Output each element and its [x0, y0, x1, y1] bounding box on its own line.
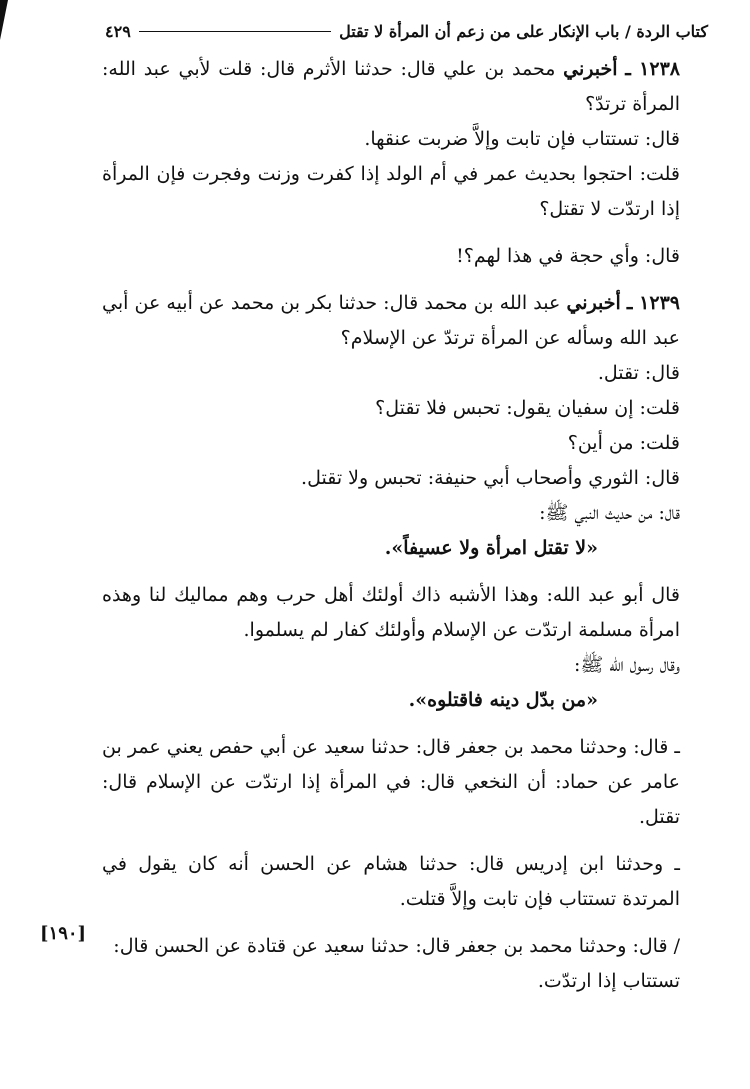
paragraph-text: عبد الله بن محمد قال: حدثنا بكر بن محمد عن أبيه عن أبي عبد الله وسأله عن المرأة ترتدّ عن الإسلام؟ — [102, 292, 680, 349]
paragraph-text: قلت: من أين؟ — [567, 432, 680, 454]
paragraph-text: وقال رسول الله ﷺ: — [574, 654, 680, 676]
paragraph-text: قال أبو عبد الله: وهذا الأشبه ذاك أولئك أهل حرب وهم مماليك لنا وهذه امرأة مسلمة ارتدّت عن الإسلام وأولئك كفار لم يسلموا. — [102, 584, 680, 641]
manuscript-folio-reference: [١٩٠] — [40, 923, 87, 944]
paragraph-text: قلت: احتجوا بحديث عمر في أم الولد إذا كفرت وزنت وفجرت فإن المرأة إذا ارتدّت لا تقتل؟ — [102, 163, 680, 220]
page-body — [102, 52, 708, 999]
page-header — [105, 16, 708, 46]
hadith-quote: «لا تقتل امرأة ولا عسيفاً». — [384, 537, 598, 559]
paragraph-text: قال: الثوري وأصحاب أبي حنيفة: تحبس ولا تقتل. — [301, 467, 680, 489]
page-number: ٤٢٩ — [105, 21, 131, 41]
paragraph-text: محمد بن علي قال: حدثنا الأثرم قال: قلت لأبي عبد الله: المرأة ترتدّ؟ — [102, 58, 680, 115]
paragraph-text: قال: تستتاب فإن تابت وإلاَّ ضربت عنقها. — [364, 128, 680, 150]
paragraph-text: تستتاب إذا ارتدّت. — [537, 970, 680, 992]
paragraph-text: قال: تقتل. — [597, 362, 680, 384]
running-title: كتاب الردة / باب الإنكار على من زعم أن المرأة لا تقتل — [339, 21, 708, 41]
paragraph-1239 — [102, 286, 708, 356]
corner-mark — [0, 0, 8, 40]
paragraph-text: قلت: إن سفيان يقول: تحبس فلا تقتل؟ — [375, 397, 680, 419]
paragraph-text: ـ قال: وحدثنا محمد بن جعفر قال: حدثنا سعيد عن أبي حفص يعني عمر بن عامر عن حماد: أن النخعي قال: في المرأة إذا ارتدّت عن الإسلام قال: تقتل. — [102, 736, 680, 828]
paragraph-text: قال: وأي حجة في هذا لهم؟! — [456, 245, 680, 267]
hadith-quote: «من بدّل دينه فاقتلوه». — [408, 689, 598, 711]
narration-number: ١٢٣٩ ـ — [626, 292, 680, 314]
header-rule — [139, 31, 331, 32]
paragraph-1238 — [102, 52, 708, 122]
paragraph-text: ـ وحدثنا ابن إدريس قال: حدثنا هشام عن الحسن أنه كان يقول في المرتدة تستتاب فإن تابت وإلاَّ قتلت. — [102, 853, 680, 910]
paragraph-text: قال: من حديث النبي ﷺ: — [539, 502, 680, 524]
narration-lead: أخبرني — [566, 292, 621, 314]
paragraph-text: / قال: وحدثنا محمد بن جعفر قال: حدثنا سعيد عن قتادة عن الحسن قال: — [113, 935, 680, 957]
narration-number: ١٢٣٨ ـ — [625, 58, 680, 80]
narration-lead: أخبرني — [563, 58, 618, 80]
